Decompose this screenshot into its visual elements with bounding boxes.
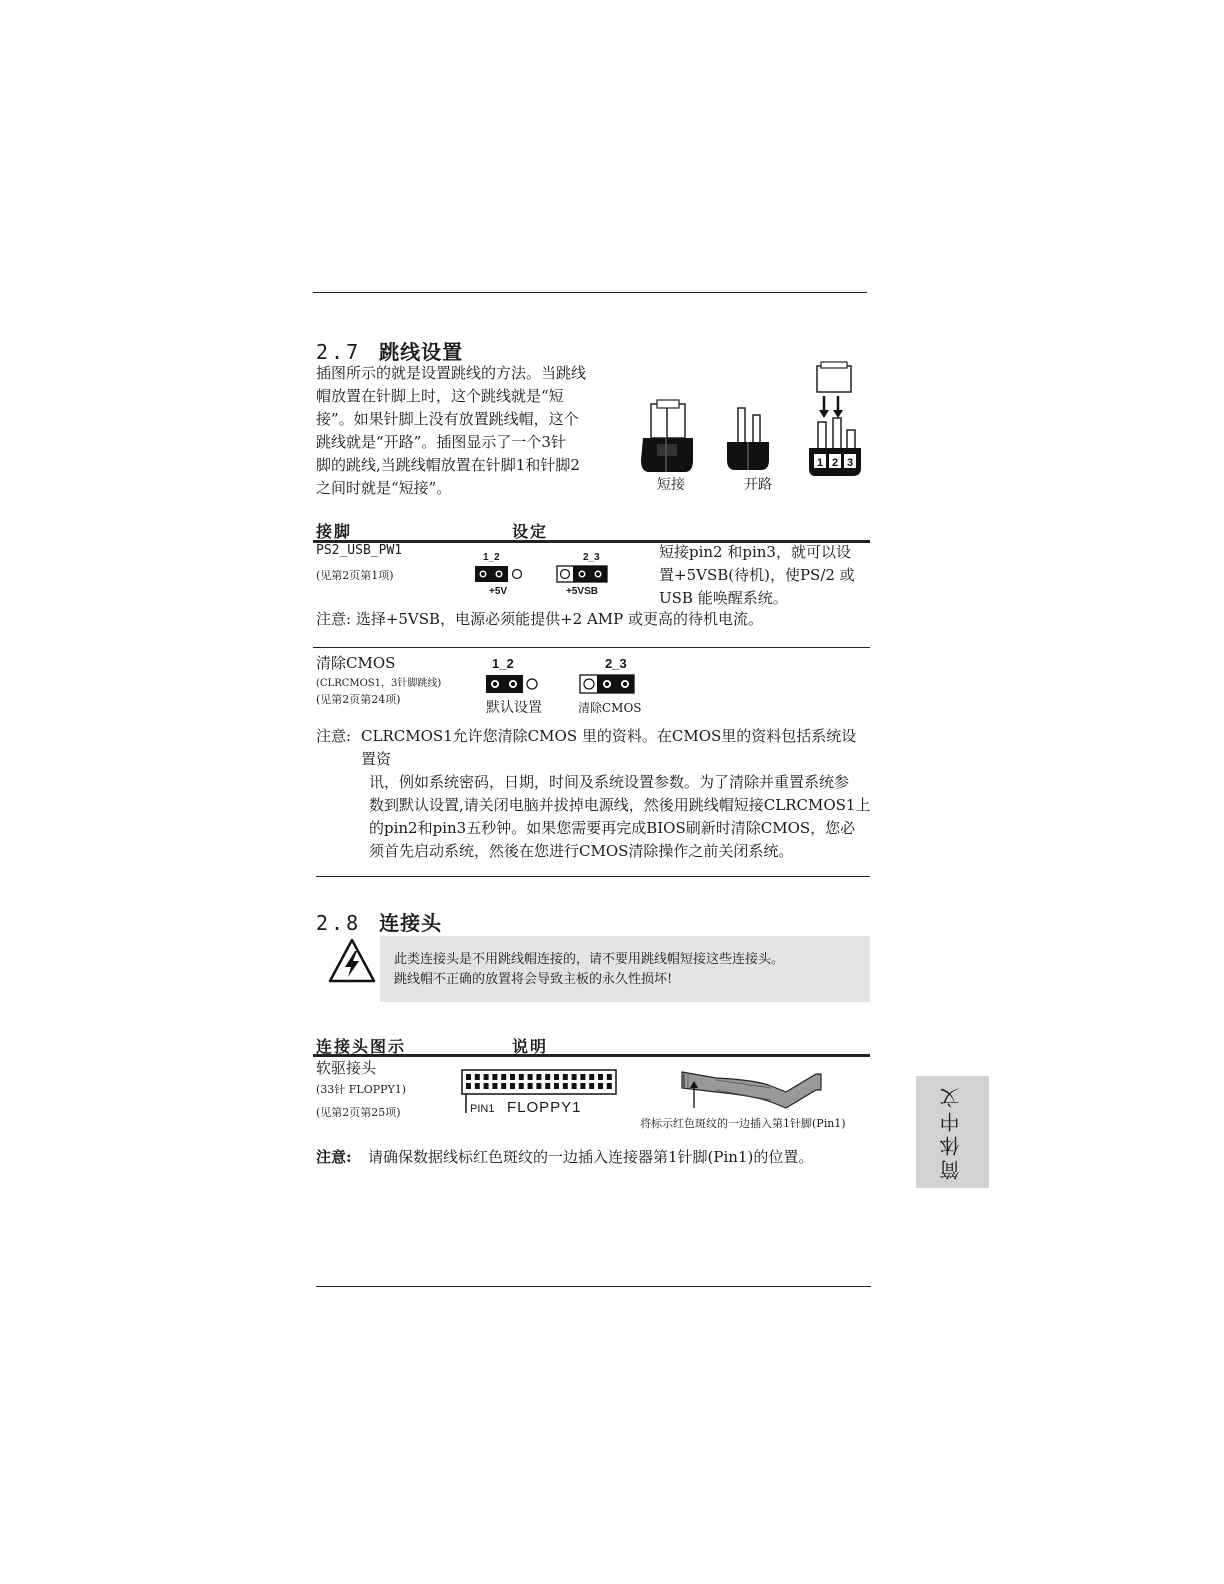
floppy-pin (580, 1074, 585, 1080)
section-2-8-heading (316, 907, 442, 936)
floppy-pin (572, 1083, 577, 1089)
pin-number: 3 (846, 457, 854, 469)
floppy-ref: (见第2页第25项) (316, 1106, 401, 1119)
floppy-pin (501, 1074, 506, 1080)
floppy-pin (563, 1083, 568, 1089)
col-header-connector: 连接头图示 (316, 1037, 407, 1056)
ps2-jumper-ref: (见第2页第1项) (316, 569, 394, 582)
warning-icon (328, 937, 376, 985)
cmos-jumper-ref: (见第2页第24项) (316, 693, 401, 706)
intro-line: 脚的跳线,当跳线帽放置在针脚1和针脚2 (316, 456, 580, 474)
floppy-pin (501, 1083, 506, 1089)
cmos-note (361, 725, 871, 863)
cable-caption: 将标示红色斑纹的一边插入第1针脚(Pin1) (640, 1117, 846, 1130)
floppy-pin (607, 1083, 612, 1089)
floppy-pin (475, 1083, 480, 1089)
pin-number: 1 (816, 457, 824, 469)
cmos-opt2-caption: 清除CMOS (578, 701, 642, 715)
section-number: 2.8 (316, 911, 362, 935)
floppy-pin (545, 1074, 550, 1080)
ps2-opt1-label: 1_2 (483, 552, 500, 563)
cmos-note-line: 须首先启动系统，然後在您进行CMOS清除操作之前关闭系统。 (369, 842, 794, 860)
floppy-pin (492, 1083, 497, 1089)
top-rule (313, 292, 867, 293)
floppy-pin (484, 1083, 489, 1089)
three-pin-jumper-figure (809, 362, 861, 476)
ps2-opt2-voltage: +5VSB (566, 586, 598, 597)
cmos-jumper-sub: (CLRCMOS1，3针脚跳线) (316, 678, 442, 689)
floppy-pin (510, 1074, 515, 1080)
section-title: 连接头 (379, 911, 443, 935)
cmos-opt1-label: 1_2 (492, 656, 514, 671)
floppy-pin (492, 1074, 497, 1080)
floppy-pin (554, 1083, 559, 1089)
floppy-sub: (33针 FLOPPY1) (316, 1083, 407, 1096)
floppy-connector-label: FLOPPY1 (507, 1099, 582, 1116)
floppy-pin (528, 1083, 533, 1089)
cmos-jumper-12-diagram (485, 674, 541, 694)
cmos-opt1-caption: 默认设置 (486, 700, 542, 716)
open-caption: 开路 (744, 477, 772, 493)
warning-line: 跳线帽不正确的放置将会导致主板的永久性损坏! (394, 972, 673, 987)
intro-line: 跳线就是“开路”。插图显示了一个3针 (316, 433, 566, 451)
floppy-pin (519, 1083, 524, 1089)
floppy-pin (466, 1083, 471, 1089)
cmos-jumper-23-diagram (579, 674, 635, 694)
floppy-pin (536, 1074, 541, 1080)
cmos-note-line: 讯，例如系统密码，日期，时间及系统设置参数。为了清除并重置系统参 (369, 773, 850, 791)
short-caption: 短接 (657, 477, 685, 493)
ps2-note: 注意: 选择+5VSB，电源必须能提供+2 AMP 或更高的待机电流。 (316, 610, 763, 628)
floppy-pin (466, 1074, 471, 1080)
floppy-pin (554, 1074, 559, 1080)
floppy-pin (510, 1083, 515, 1089)
cmos-jumper-name: 清除CMOS (316, 654, 396, 672)
floppy-cable-icon (676, 1068, 826, 1118)
floppy-pin (484, 1074, 489, 1080)
floppy-pin1-label: PIN1 (470, 1103, 495, 1115)
section-title: 跳线设置 (379, 340, 464, 364)
jumper-intro (316, 362, 606, 500)
col-header-pin: 接脚 (316, 522, 353, 541)
intro-line: 帽放置在针脚上时，这个跳线就是“短 (316, 387, 564, 405)
section-divider-rule (316, 876, 870, 877)
cmos-note-line: 的pin2和pin3五秒钟。如果您需要再完成BIOS刷新时清除CMOS，您必 (369, 819, 856, 837)
section-2-7-heading (316, 336, 463, 365)
pin-number: 2 (831, 457, 839, 469)
ps2-jumper-12-diagram (474, 565, 526, 583)
floppy-pin (475, 1074, 480, 1080)
floppy-pin (589, 1083, 594, 1089)
floppy-pin (536, 1083, 541, 1089)
short-jumper-figure (641, 400, 693, 472)
ps2-jumper-23-diagram (556, 565, 608, 583)
floppy-pin (607, 1074, 612, 1080)
floppy-pin (563, 1074, 568, 1080)
warning-text (394, 950, 784, 990)
col-header-setting: 设定 (512, 522, 549, 541)
cmos-note-line: CLRCMOS1允许您清除CMOS 里的资料。在CMOS里的资料包括系统设置资 (361, 727, 857, 768)
floppy-pin (589, 1074, 594, 1080)
warning-line: 此类连接头是不用跳线帽连接的，请不要用跳线帽短接这些连接头。 (394, 952, 785, 967)
cmos-note-label: 注意: (316, 727, 352, 745)
floppy-pin (580, 1083, 585, 1089)
floppy-pin (598, 1074, 603, 1080)
floppy-pin (519, 1074, 524, 1080)
intro-line: 接”。如果针脚上没有放置跳线帽，这个 (316, 410, 579, 428)
open-jumper-figure (727, 408, 769, 470)
ps2-opt1-voltage: +5V (489, 586, 508, 597)
intro-line: 之间时就是“短接”。 (316, 479, 452, 497)
col-header-description: 说明 (512, 1037, 549, 1056)
cmos-opt2-label: 2_3 (605, 656, 627, 671)
side-tab-label: 简体中文 (939, 1084, 963, 1180)
floppy-pin (572, 1074, 577, 1080)
cmos-row-rule (313, 647, 870, 648)
floppy-note: 请确保数据线标红色斑纹的一边插入连接器第1针脚(Pin1)的位置。 (368, 1148, 814, 1166)
floppy-name: 软驱接头 (316, 1059, 377, 1077)
bottom-rule (316, 1286, 871, 1287)
ps2-opt2-label: 2_3 (583, 552, 600, 563)
intro-line: 插图所示的就是设置跳线的方法。当跳线 (316, 364, 587, 382)
ps2-desc-line: USB 能唤醒系统。 (659, 589, 788, 607)
connector-header-rule (313, 1054, 870, 1057)
cmos-note-line: 数到默认设置,请关闭电脑并拔掉电源线，然後用跳线帽短接CLRCMOS1上 (369, 796, 871, 814)
ps2-desc-line: 置+5VSB(待机)，使PS/2 或 (659, 566, 855, 584)
floppy-pin (528, 1074, 533, 1080)
ps2-description (659, 541, 871, 610)
ps2-jumper-name: PS2_USB_PW1 (316, 543, 403, 558)
ps2-desc-line: 短接pin2 和pin3，就可以设 (659, 543, 851, 561)
floppy-pin (545, 1083, 550, 1089)
section-number: 2.7 (316, 340, 362, 364)
floppy-pin (598, 1083, 603, 1089)
floppy-note-label: 注意: (316, 1148, 352, 1166)
